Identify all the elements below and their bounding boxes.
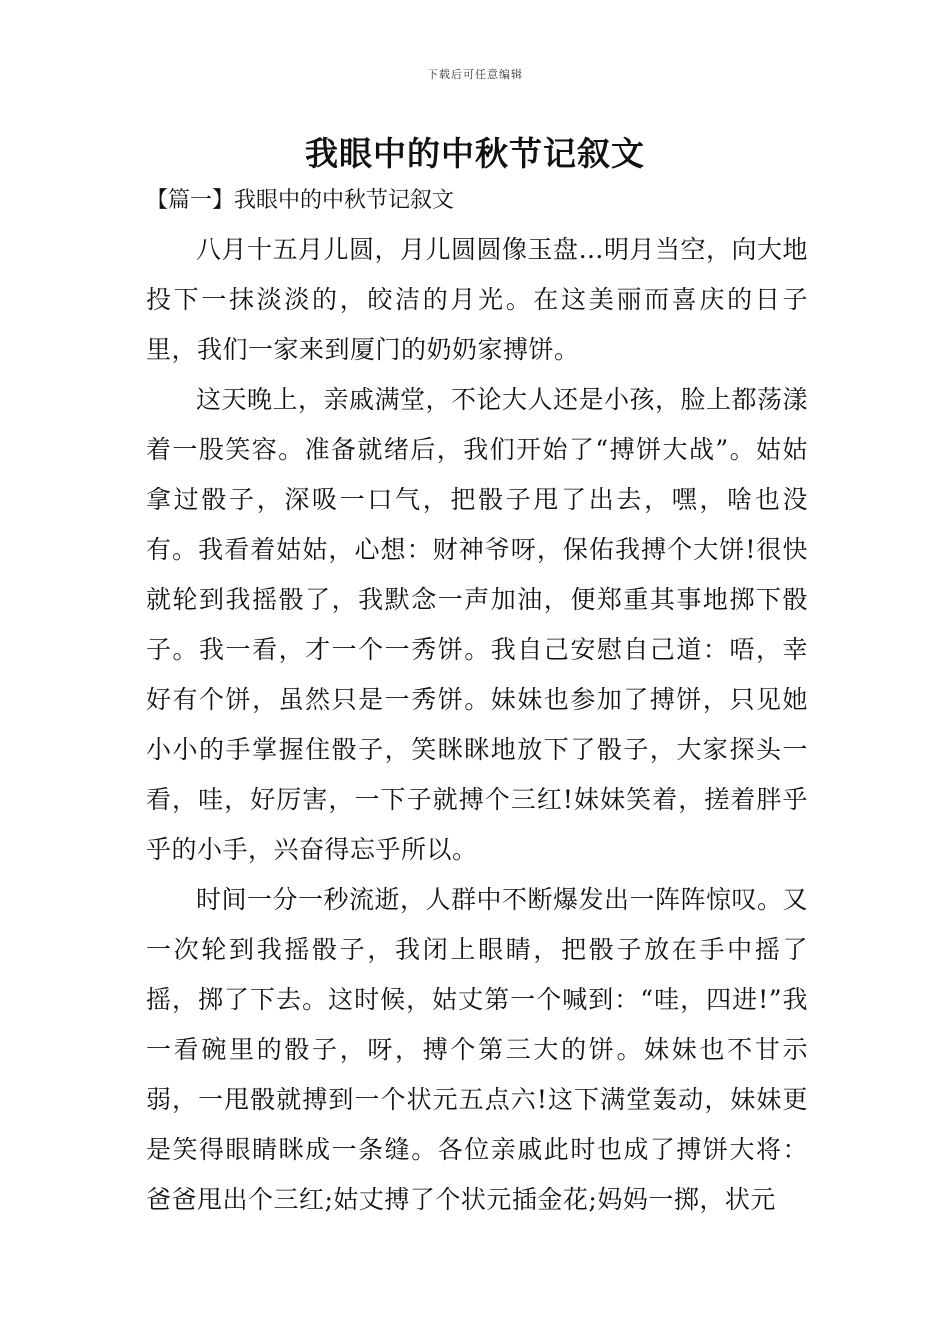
paragraph-2: 这天晚上，亲戚满堂，不论大人还是小孩，脸上都荡漾着一股笑容。准备就绪后，我们开始了“搏饼大战”。姑姑拿过骰子，深吸一口气，把骰子甩了出去，嘿，啥也没有。我看着姑姑，心想：财神爷呀，保佑我搏个大饼!很快就轮到我摇骰了，我默念一声加油，便郑重其事地掷下骰子。我一看，才一个一秀饼。我自己安慰自己道：唔，幸好有个饼，虽然只是一秀饼。妹妹也参加了搏饼，只见她小小的手掌握住骰子，笑眯眯地放下了骰子，大家探头一看，哇，好厉害，一下子就搏个三红!妹妹笑着，搓着胖乎乎的小手，兴奋得忘乎所以。: [146, 385, 809, 864]
page-header-note: 下载后可任意编辑: [427, 68, 523, 81]
document-title: 我眼中的中秋节记叙文: [305, 134, 645, 173]
section-heading: 【篇一】我眼中的中秋节记叙文: [146, 188, 455, 213]
document-body: [146, 225, 808, 1225]
paragraph-3: 时间一分一秒流逝，人群中不断爆发出一阵阵惊叹。又一次轮到我摇骰子，我闭上眼睛，把骰子放在手中摇了摇，掷了下去。这时候，姑丈第一个喊到：“哇，四进!”我一看碗里的骰子，呀，搏个第三大的饼。妹妹也不甘示弱，一甩骰就搏到一个状元五点六!这下满堂轰动，妹妹更是笑得眼睛眯成一条缝。各位亲戚此时也成了搏饼大将：爸爸甩出个三红;姑丈搏了个状元插金花;妈妈一掷，状元: [146, 885, 809, 1214]
paragraph-1: 八月十五月儿圆，月儿圆圆像玉盘…明月当空，向大地投下一抹淡淡的，皎洁的月光。在这美丽而喜庆的日子里，我们一家来到厦门的奶奶家搏饼。: [146, 235, 809, 364]
